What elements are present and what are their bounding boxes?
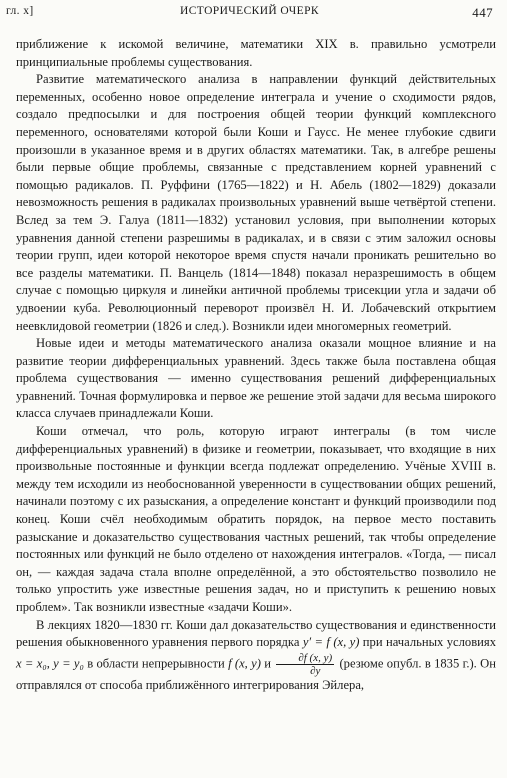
fraction-partial-derivative <box>276 652 334 677</box>
p5-text-1: В лекциях 1820—1830 гг. Коши дал доказательство существования и единственности решения обыкновенного уравнения первого порядка <box>16 617 496 650</box>
fraction-numerator: ∂f (x, y) <box>276 652 334 665</box>
chapter-label: гл. х] <box>6 5 34 17</box>
p5-text-3: в области непрерывности <box>83 656 229 671</box>
p5-text-2: при начальных условиях <box>359 635 496 650</box>
paragraph-3: Новые идеи и методы математического анализа оказали мощное влияние и на развитие теории дифференциальных уравнений. Здесь также была поставлена общая проблема существования — именно существования решений дифференциальных уравнений. Точная формулировка и первое же решение этой задачи для весьма широкого класса случаев принадлежали Коши. <box>16 336 496 421</box>
page-number: 447 <box>472 5 493 20</box>
paragraph-5 <box>16 617 496 695</box>
p5-text-5: (резюме опубл. в 1835 г.). Он отправлялся от способа приближённого интегрирования Эйлера, <box>16 656 496 692</box>
fraction-denominator: ∂y <box>310 664 321 677</box>
paragraph-4: Коши отмечал, что роль, которую играют интегралы (в том числе дифференциальных уравнений) в физике и геометрии, показывает, что входящие в них произвольные постоянные и функции всегда подлежат определению. Учёные XVIII в. между тем исходили из необоснованной уверенности в существовании общих решений, начинали поэтому с их разыскания, а определение констант и функций производили под конец. Коши счёл необходимым обратить порядок, на первое место поставить разыскание и доказательство существования частных решений, так чтобы определение постоянных или функций не было отделено от нахождения интегралов. «Тогда, — писал он, — каждая задача стала вполне определённой, а это обстоятельство позволило не только упростить уже известные решения задач, но и приступить к решению новых проблем». Так возникли известные «задачи Коши». <box>16 424 496 614</box>
equation-ode: y′ = f (x, y) <box>302 635 360 650</box>
page-header <box>6 5 493 25</box>
paragraph-1: приближение к искомой величине, математики XIX в. правильно усмотрели принципиальные проблемы существования. <box>16 37 496 69</box>
running-title: ИСТОРИЧЕСКИЙ ОЧЕРК <box>180 5 319 17</box>
body-text <box>16 36 496 694</box>
equation-initial-conditions: x = x₀, y = y₀ <box>16 656 84 671</box>
equation-f: f (x, y) <box>228 656 261 671</box>
paragraph-2: Развитие математического анализа в направлении функций действительных переменных, особенно новое определение интеграла и учение о сходимости рядов, создало предпосылки и для построения общей теории функций комплексного переменного, основателями которой были Коши и Гаусс. Не менее глубокие сдвиги произошли в указанное время и в других областях математики. Так, в алгебре решены были первые общие проблемы, связанные с представлением корней уравнений с помощью радикалов. П. Руффини (1765—1822) и Н. Абель (1802—1829) доказали невозможность решения в радикалах произвольных уравнений выше четвёртой степени. Вслед за тем Э. Галуа (1811—1832) установил условия, при выполнении которых уравнения данной степени разрешимы в радикалах, и в связи с этим заложил основы теории групп, идеи которой некоторое время спустя начали проникать решительно во все разделы математики. П. Ванцель (1814—1848) показал неразрешимость в общем случае с помощью циркуля и линейки античной проблемы трисекции угла и задачи об удвоении куба. Революционный переворот произвёл Н. И. Лобачевский открытием неевклидовой геометрии (1826 и след.). Возникли идеи многомерных геометрий. <box>16 72 496 333</box>
p5-text-4: и <box>260 656 275 671</box>
